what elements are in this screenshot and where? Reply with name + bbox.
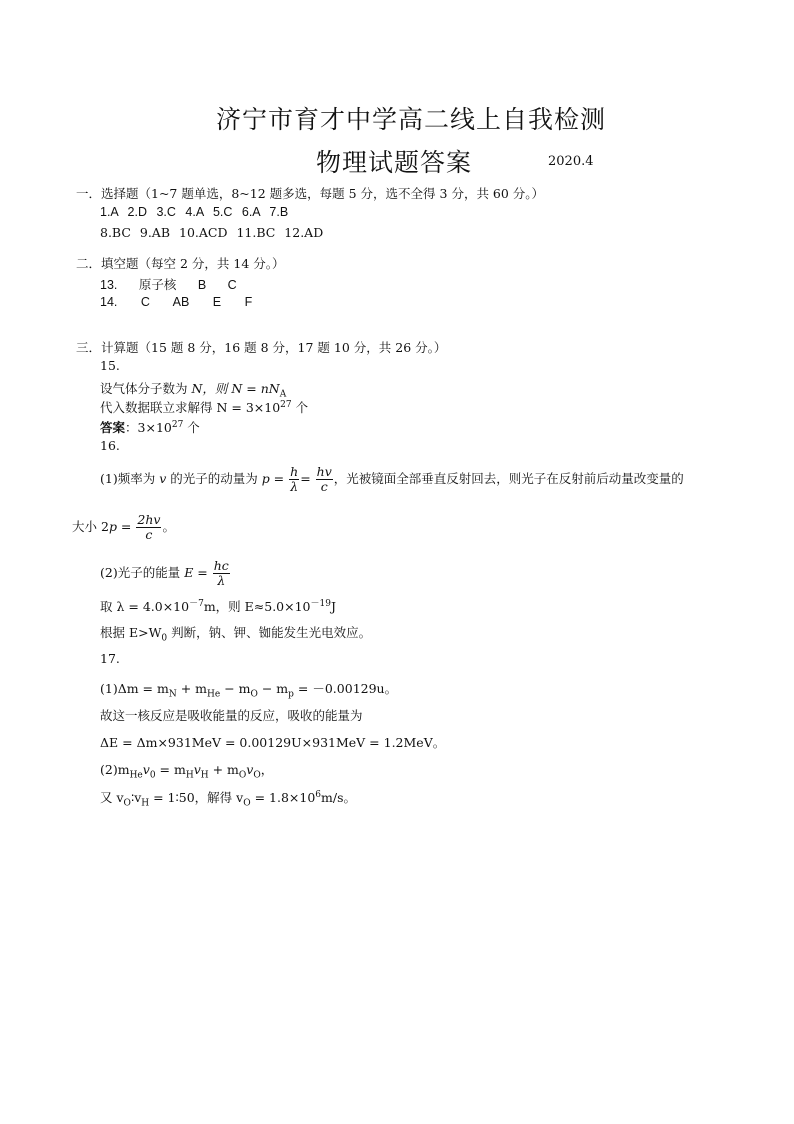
q15-number: 15. [100, 358, 120, 373]
document-date: 2020.4 [548, 154, 594, 169]
q17-line1: $(1)\Delta m = m_N + m_{He} - m_O - m_p = -0.00129u$。 [100, 681, 398, 700]
fraction-2hv-over-c: $\frac{2hv}{c}$ [137, 512, 161, 542]
q16-number: 16. [100, 438, 120, 453]
section3-heading: 三．计算题（15 题 8 分，16 题 8 分，17 题 10 分，共 26 分。） [76, 340, 447, 355]
choice-answers-row2: 8.BC 9.AB 10.ACD 11.BC 12.AD [100, 225, 324, 240]
document-subtitle: 物理试题答案 [316, 148, 473, 177]
fraction-h-over-lambda: $\frac{h}{\lambda}$ [290, 464, 299, 494]
q15-line2: 代入数据联立求解得 $N = 3\times 10^{27}$ 个 [100, 399, 309, 415]
q15-line1: 设气体分子数为 N，则 $N = nN_A$ [100, 381, 287, 400]
q17-line5: 又 $v_O∶v_H$ = 1∶50，解得 $v_O = 1.8\times 10^6m/s$。 [100, 789, 356, 809]
section2-heading: 二．填空题（每空 2 分，共 14 分。） [76, 256, 285, 271]
q17-line4: $(2)m_{He}v_0 = m_Hv_H + m_Ov_O$， [100, 762, 274, 781]
fraction-hc-over-lambda: $\frac{hc}{\lambda}$ [213, 558, 229, 588]
q17-line3: ΔE = Δm×931MeV = 0.00129U×931MeV = 1.2MeV。 [100, 735, 446, 750]
q16-part2-line1: (2)光子的能量 E = $\frac{hc}{\lambda}$ [100, 558, 229, 588]
section1-heading: 一．选择题（1~7 题单选，8~12 题多选，每题 5 分，选不全得 3 分，共 60 分。） [76, 186, 545, 201]
choice-answers-row1: 1.A 2.D 3.C 4.A 5.C 6.A 7.B [100, 205, 289, 219]
q15-answer: 答案：$3\times 10^{27}$ 个 [100, 419, 200, 435]
q17-line2: 故这一核反应是吸收能量的反应，吸收的能量为 [100, 708, 363, 723]
q16-part2-line2: 取 $\lambda = 4.0\times 10^{-7}m$，则 $E\approx 5.0\times 10^{-19}J$ [100, 599, 336, 615]
fill-answer-13: 13. 原子核 B C [100, 278, 237, 292]
q16-part2-line3: 根据 $E>W_0$ 判断，钠、钾、铷能发生光电效应。 [100, 625, 372, 644]
q16-part1-line2: 大小 2p = $\frac{2hv}{c}$ 。 [72, 512, 175, 542]
q17-number: 17. [100, 651, 120, 666]
document-title: 济宁市育才中学高二线上自我检测 [216, 105, 607, 134]
fill-answer-14: 14. C AB E F [100, 295, 253, 309]
fraction-hv-over-c: $\frac{hv}{c}$ [316, 464, 332, 494]
q16-part1-line1: (1)频率为 v 的光子的动量为 p = $\frac{h}{\lambda}$ = $\frac{hv}{c}$ ，光被镜面全部垂直反射回去，则光子在反射前后动量改变量的 [100, 464, 684, 494]
